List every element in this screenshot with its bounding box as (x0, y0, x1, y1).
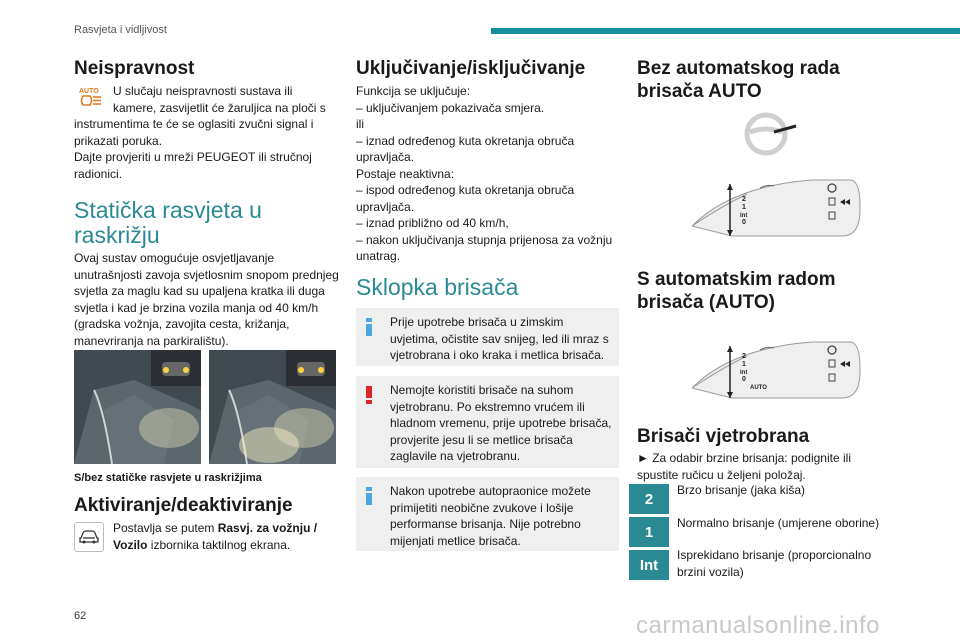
speed-badge-int: Int (629, 550, 669, 580)
svg-text:Int: Int (740, 213, 748, 219)
static-lighting-heading: Statička rasvjeta u raskrižju (74, 197, 262, 248)
svg-text:2: 2 (742, 196, 746, 203)
steering-wheel-icon (744, 112, 800, 161)
svg-text:0: 0 (742, 376, 746, 383)
auto-wiper-heading: S automatskim radom brisača (AUTO) (637, 269, 836, 313)
stalk-auto-label: AUTO (750, 385, 767, 391)
car-settings-icon (74, 522, 104, 552)
no-auto-wiper-heading: Bez automatskog rada brisača AUTO (637, 58, 840, 102)
wiper-stalk-auto (692, 338, 862, 409)
speed-text-2: Brzo brisanje (jaka kiša) (677, 483, 806, 497)
info-icon (366, 487, 372, 505)
onoff-heading: Uključivanje/isključivanje (356, 58, 586, 79)
running-header: Rasvjeta i vidljivost (74, 24, 167, 36)
svg-text:0: 0 (742, 219, 746, 226)
info-icon (366, 318, 372, 336)
faults-text-rest: instrumentima te će se oglasiti zvučni signal i prikazati poruka. (74, 117, 314, 148)
warning-note-dry (356, 376, 619, 468)
page-number: 62 (74, 610, 87, 622)
photo-caption: S/bez statičke rasvjete u raskrižjima (74, 472, 262, 484)
note-carwash-text: Nakon upotrebe autopraonice možete primijetiti neobične zvukove i lošije performanse brisanja. Nije potrebno mijenjati metlice brisača. (390, 484, 591, 548)
faults-heading: Neispravnost (74, 58, 195, 79)
info-note-carwash (356, 477, 619, 551)
wiper-switch-heading: Sklopka brisača (356, 274, 519, 300)
faults-text-2: Dajte provjeriti u mreži PEUGEOT ili stručnoj radionici. (74, 150, 312, 181)
onoff-text: Funkcija se uključuje: – uključivanjem pokazivača smjera. ili – iznad određenog kuta okretanja obruča upravljača. Postaje neaktivna: – ispod određenog kuta okretanja obruča upravljača. – iznad približno od 40 km/h, – nakon uključivanja stupnja prijenosa za vožnju unatrag. (356, 84, 613, 263)
speed-badge-1: 1 (629, 517, 669, 547)
warning-icon (366, 386, 372, 404)
wiper-stalk-manual (692, 176, 862, 247)
windscreen-wipers-heading: Brisači vjetrobrana (637, 426, 810, 447)
speed-text-int: Isprekidano brisanje (proporcionalno brzini vozila) (677, 548, 872, 579)
svg-text:2: 2 (742, 353, 746, 360)
note-winter-text: Prije upotrebe brisača u zimskim uvjetima, očistite sav snijeg, led ili mraz s vjetrobrana i oko kraka i metlica brisača. (390, 315, 609, 362)
svg-text:AUTO: AUTO (79, 88, 99, 95)
svg-text:Int: Int (740, 370, 748, 376)
photo-with-static-lighting (209, 350, 336, 464)
note-dry-text: Nemojte koristiti brisače na suhom vjetrobranu. Po ekstremno vrućem ili hladnom vremenu, prije upotrebe brisača, provjerite jesu li se metlice brisača zaglavile na vjetrobranu. (390, 383, 612, 463)
static-lighting-text: Ovaj sustav omogućuje osvjetljavanje unutrašnjosti zavoja svjetlosnim snopom prednjeg svjetla za maglu kad su upaljena kratka ili duga svjetla i kad je brzina vozila manja od 40 km/h (gradska vožnja, zavojita cesta, križanja, manevriranja na parkiralištu). (74, 251, 339, 348)
auto-lighting-icon (76, 84, 106, 114)
windscreen-text: ► Za odabir brzine brisanja: podignite ili spustite ručicu u željeni položaj. (637, 451, 851, 482)
svg-text:1: 1 (742, 361, 746, 368)
activation-heading: Aktiviranje/deaktiviranje (74, 495, 293, 516)
faults-text-line1: U slučaju neispravnosti sustava ili (113, 84, 293, 98)
activation-text: Postavlja se putem Rasvj. za vožnju / Vozilo izbornika taktilnog ekrana. (113, 521, 318, 552)
photo-without-static-lighting (74, 350, 201, 464)
info-note-winter (356, 308, 619, 366)
speed-text-1: Normalno brisanje (umjerene oborine) (677, 516, 880, 530)
faults-text-line2: kamere, zasvijetlit će žaruljica na ploči s (113, 100, 326, 115)
header-accent-bar (491, 28, 960, 34)
speed-badge-2: 2 (629, 484, 669, 514)
watermark: carmanualsonline.info (636, 612, 880, 639)
svg-text:1: 1 (742, 204, 746, 211)
